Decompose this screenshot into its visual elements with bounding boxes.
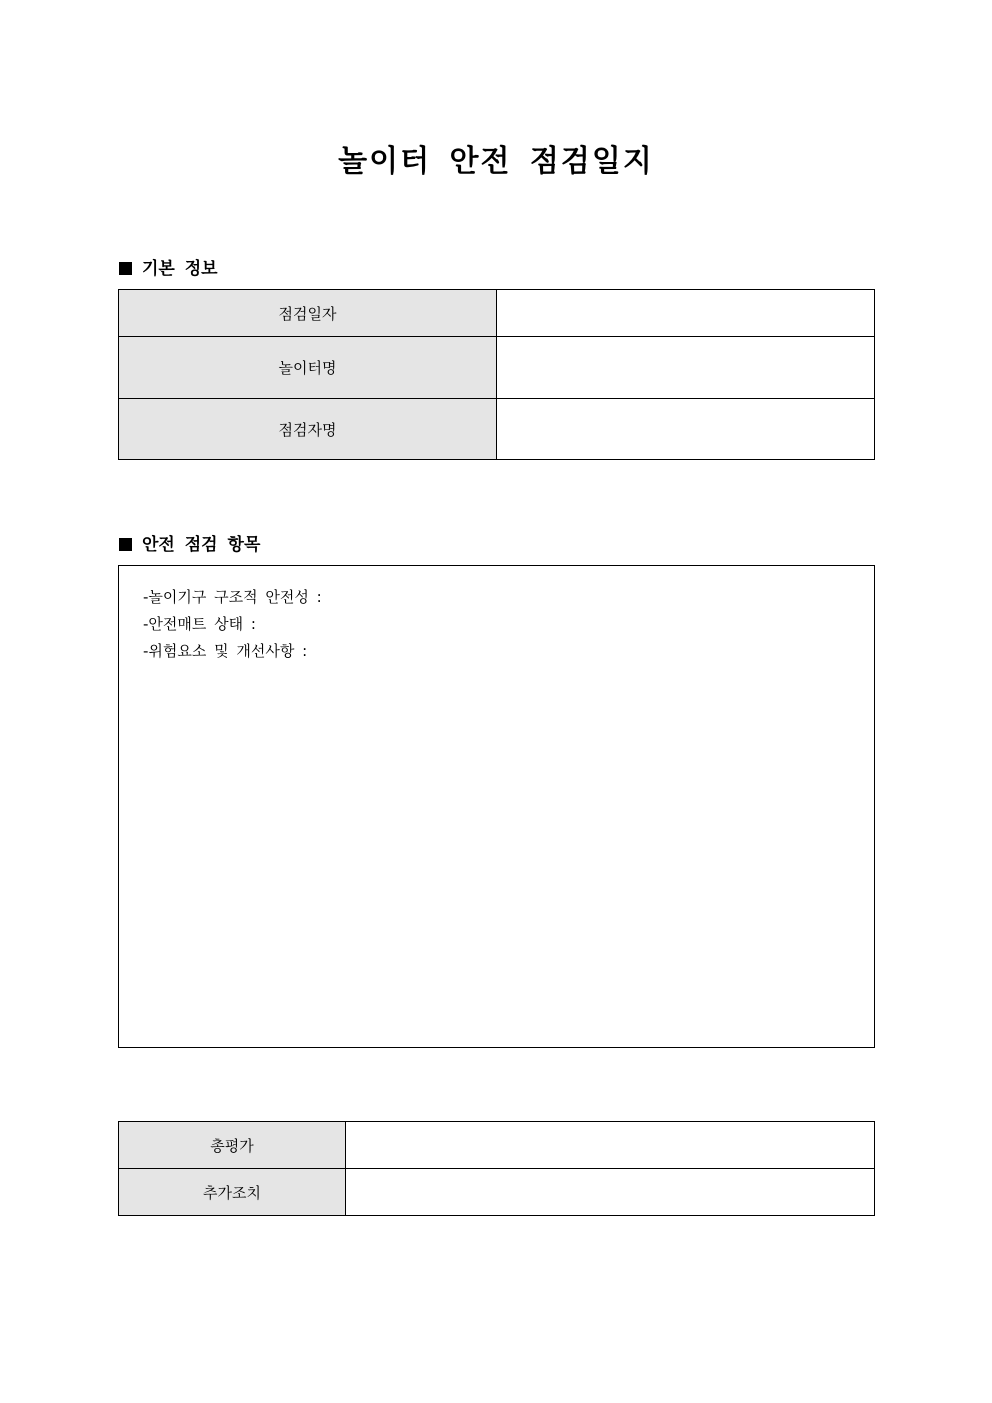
basic-info-table	[118, 289, 875, 460]
inspection-date-field[interactable]	[497, 290, 875, 337]
check-item: -놀이기구 구조적 안전성 :	[143, 588, 322, 606]
label-overall-evaluation: 총평가	[119, 1122, 346, 1169]
square-bullet-icon	[119, 538, 132, 551]
inspector-name-field[interactable]	[497, 399, 875, 460]
summary-table	[118, 1121, 875, 1216]
section-heading-check	[119, 530, 260, 555]
section-heading-text: 안전 점검 항목	[142, 535, 261, 555]
label-additional-action: 추가조치	[119, 1169, 346, 1216]
additional-action-field[interactable]	[346, 1169, 875, 1216]
check-item: -위험요소 및 개선사항 :	[143, 642, 308, 660]
check-item: -안전매트 상태 :	[143, 615, 256, 633]
page-title: 놀이터 안전 점검일지	[338, 144, 654, 179]
label-playground-name: 놀이터명	[119, 337, 497, 399]
section-heading-basic	[119, 254, 218, 279]
playground-name-field[interactable]	[497, 337, 875, 399]
overall-evaluation-field[interactable]	[346, 1122, 875, 1169]
check-items-box[interactable]	[118, 565, 875, 1048]
label-inspection-date: 점검일자	[119, 290, 497, 337]
section-heading-text: 기본 정보	[142, 259, 218, 279]
square-bullet-icon	[119, 262, 132, 275]
label-inspector-name: 점검자명	[119, 399, 497, 460]
